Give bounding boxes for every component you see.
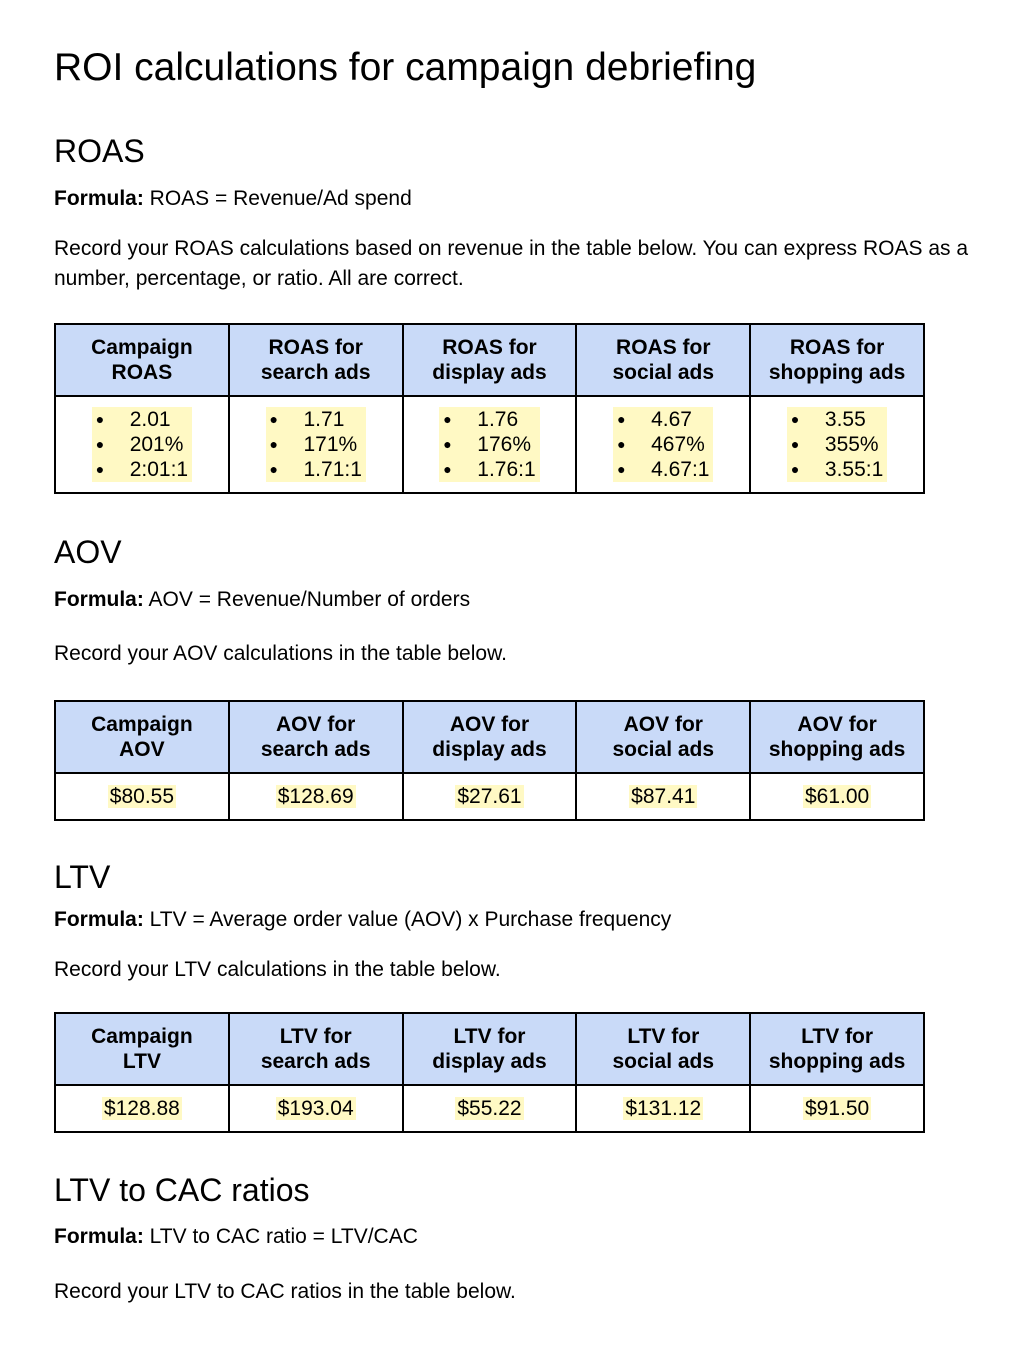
aov-header-cell bbox=[55, 701, 229, 773]
header-line: display ads bbox=[432, 1050, 547, 1073]
list-item: ● 3.55:1 bbox=[791, 457, 883, 482]
aov-formula-text: AOV = Revenue/Number of orders bbox=[143, 588, 471, 611]
list-item: ● 3.55 bbox=[791, 407, 883, 432]
aov-value-cell bbox=[229, 773, 403, 820]
roas-formula bbox=[54, 184, 974, 214]
header-line: AOV for bbox=[797, 713, 877, 736]
aov-value: $87.41 bbox=[631, 785, 696, 808]
header-line: AOV for bbox=[623, 713, 703, 736]
aov-header-cell bbox=[403, 701, 577, 773]
header-line: Campaign bbox=[91, 713, 193, 736]
roas-value-list bbox=[439, 407, 539, 482]
list-item: ● 1.76 bbox=[443, 407, 535, 432]
list-item: ● 2:01:1 bbox=[96, 457, 188, 482]
header-line: search ads bbox=[260, 361, 371, 384]
ltv-formula-label: Formula: bbox=[54, 908, 144, 931]
ltv-header-cell bbox=[55, 1013, 229, 1085]
header-line: Campaign bbox=[91, 1025, 193, 1048]
aov-formula bbox=[54, 585, 974, 615]
aov-value: $27.61 bbox=[457, 785, 522, 808]
roas-value-list bbox=[787, 407, 887, 482]
ltv-value: $193.04 bbox=[277, 1097, 354, 1120]
list-item: ● 1.76:1 bbox=[443, 457, 535, 482]
roas-value-list bbox=[92, 407, 192, 482]
header-line: display ads bbox=[432, 361, 547, 384]
list-item: ● 176% bbox=[443, 432, 535, 457]
roas-header-cell bbox=[576, 324, 750, 396]
ltv-header-cell bbox=[576, 1013, 750, 1085]
ltv-value-cell bbox=[229, 1085, 403, 1132]
header-line: LTV bbox=[122, 1050, 161, 1073]
roas-value-cell bbox=[403, 396, 577, 493]
ltv-value-cell bbox=[750, 1085, 924, 1132]
aov-values-row bbox=[55, 773, 924, 820]
header-line: ROAS for bbox=[789, 336, 885, 359]
ltv-value: $131.12 bbox=[625, 1097, 702, 1120]
header-line: ROAS for bbox=[442, 336, 537, 359]
roas-table bbox=[54, 323, 925, 494]
ltv-header-cell bbox=[403, 1013, 577, 1085]
aov-header-cell bbox=[750, 701, 924, 773]
header-line: Campaign bbox=[91, 336, 193, 359]
ltv-cac-formula bbox=[54, 1222, 974, 1252]
header-line: shopping ads bbox=[768, 738, 906, 761]
list-item: ● 1.71:1 bbox=[270, 457, 362, 482]
list-item: ● 171% bbox=[270, 432, 362, 457]
aov-value: $80.55 bbox=[109, 785, 175, 808]
header-line: LTV for bbox=[627, 1025, 700, 1048]
aov-header-cell bbox=[576, 701, 750, 773]
aov-value: $61.00 bbox=[804, 785, 870, 808]
header-line: AOV bbox=[119, 738, 165, 761]
roas-values-row bbox=[55, 396, 924, 493]
aov-value-cell bbox=[750, 773, 924, 820]
ltv-value-cell bbox=[576, 1085, 750, 1132]
roas-heading: ROAS bbox=[54, 133, 145, 169]
header-line: LTV for bbox=[279, 1025, 352, 1048]
aov-value-cell bbox=[55, 773, 229, 820]
ltv-heading: LTV bbox=[54, 859, 111, 895]
list-item: ● 355% bbox=[791, 432, 883, 457]
ltv-value: $91.50 bbox=[804, 1097, 870, 1120]
header-line: social ads bbox=[612, 361, 715, 384]
ltv-cac-heading: LTV to CAC ratios bbox=[54, 1172, 310, 1208]
aov-value-cell bbox=[403, 773, 577, 820]
list-item: ● 4.67:1 bbox=[617, 457, 709, 482]
list-item: ● 2.01 bbox=[96, 407, 188, 432]
document-title: ROI calculations for campaign debriefing bbox=[54, 46, 757, 89]
ltv-formula-text: LTV = Average order value (AOV) x Purchase frequency bbox=[143, 908, 672, 931]
header-line: ROAS for bbox=[268, 336, 363, 359]
ltv-header-row bbox=[55, 1013, 924, 1085]
aov-value: $128.69 bbox=[277, 785, 354, 808]
roas-value-list bbox=[613, 407, 713, 482]
header-line: search ads bbox=[260, 738, 371, 761]
roas-header-cell bbox=[403, 324, 577, 396]
header-line: AOV for bbox=[449, 713, 530, 736]
header-line: social ads bbox=[612, 738, 715, 761]
roas-header-cell bbox=[750, 324, 924, 396]
roas-instructions: Record your ROAS calculations based on revenue in the table below. You can express ROAS as a number, percentage, or ratio. All are correct. bbox=[54, 237, 969, 290]
ltv-instructions: Record your LTV calculations in the table below. bbox=[54, 958, 501, 981]
header-line: shopping ads bbox=[768, 361, 906, 384]
roas-header-cell bbox=[229, 324, 403, 396]
header-line: AOV for bbox=[276, 713, 356, 736]
list-item: ● 1.71 bbox=[270, 407, 362, 432]
ltv-cac-instructions: Record your LTV to CAC ratios in the table below. bbox=[54, 1280, 516, 1303]
aov-formula-label: Formula: bbox=[54, 588, 144, 611]
aov-instructions: Record your AOV calculations in the table below. bbox=[54, 642, 507, 665]
list-item: ● 467% bbox=[617, 432, 709, 457]
roas-value-cell bbox=[55, 396, 229, 493]
roas-value-cell bbox=[576, 396, 750, 493]
header-line: search ads bbox=[260, 1050, 371, 1073]
ltv-values-row bbox=[55, 1085, 924, 1132]
aov-value-cell bbox=[576, 773, 750, 820]
aov-table bbox=[54, 700, 925, 821]
roas-formula-label: Formula: bbox=[54, 187, 144, 210]
ltv-header-cell bbox=[750, 1013, 924, 1085]
ltv-table bbox=[54, 1012, 925, 1133]
header-line: ROAS for bbox=[616, 336, 711, 359]
aov-heading: AOV bbox=[54, 534, 122, 570]
list-item: ● 201% bbox=[96, 432, 188, 457]
header-line: shopping ads bbox=[768, 1050, 906, 1073]
ltv-formula bbox=[54, 905, 974, 935]
roas-header-cell bbox=[55, 324, 229, 396]
header-line: LTV for bbox=[453, 1025, 526, 1048]
header-line: display ads bbox=[432, 738, 547, 761]
ltv-header-cell bbox=[229, 1013, 403, 1085]
roas-value-cell bbox=[229, 396, 403, 493]
ltv-cac-formula-text: LTV to CAC ratio = LTV/CAC bbox=[143, 1225, 418, 1248]
roas-header-row bbox=[55, 324, 924, 396]
header-line: LTV for bbox=[801, 1025, 874, 1048]
ltv-value-cell bbox=[403, 1085, 577, 1132]
aov-header-row bbox=[55, 701, 924, 773]
header-line: social ads bbox=[612, 1050, 715, 1073]
roas-formula-text: ROAS = Revenue/Ad spend bbox=[143, 187, 412, 210]
roas-value-list bbox=[266, 407, 366, 482]
ltv-cac-formula-label: Formula: bbox=[54, 1225, 144, 1248]
aov-header-cell bbox=[229, 701, 403, 773]
roas-value-cell bbox=[750, 396, 924, 493]
ltv-value: $128.88 bbox=[103, 1097, 180, 1120]
header-line: ROAS bbox=[111, 361, 173, 384]
list-item: ● 4.67 bbox=[617, 407, 709, 432]
ltv-value-cell bbox=[55, 1085, 229, 1132]
ltv-value: $55.22 bbox=[457, 1097, 522, 1120]
